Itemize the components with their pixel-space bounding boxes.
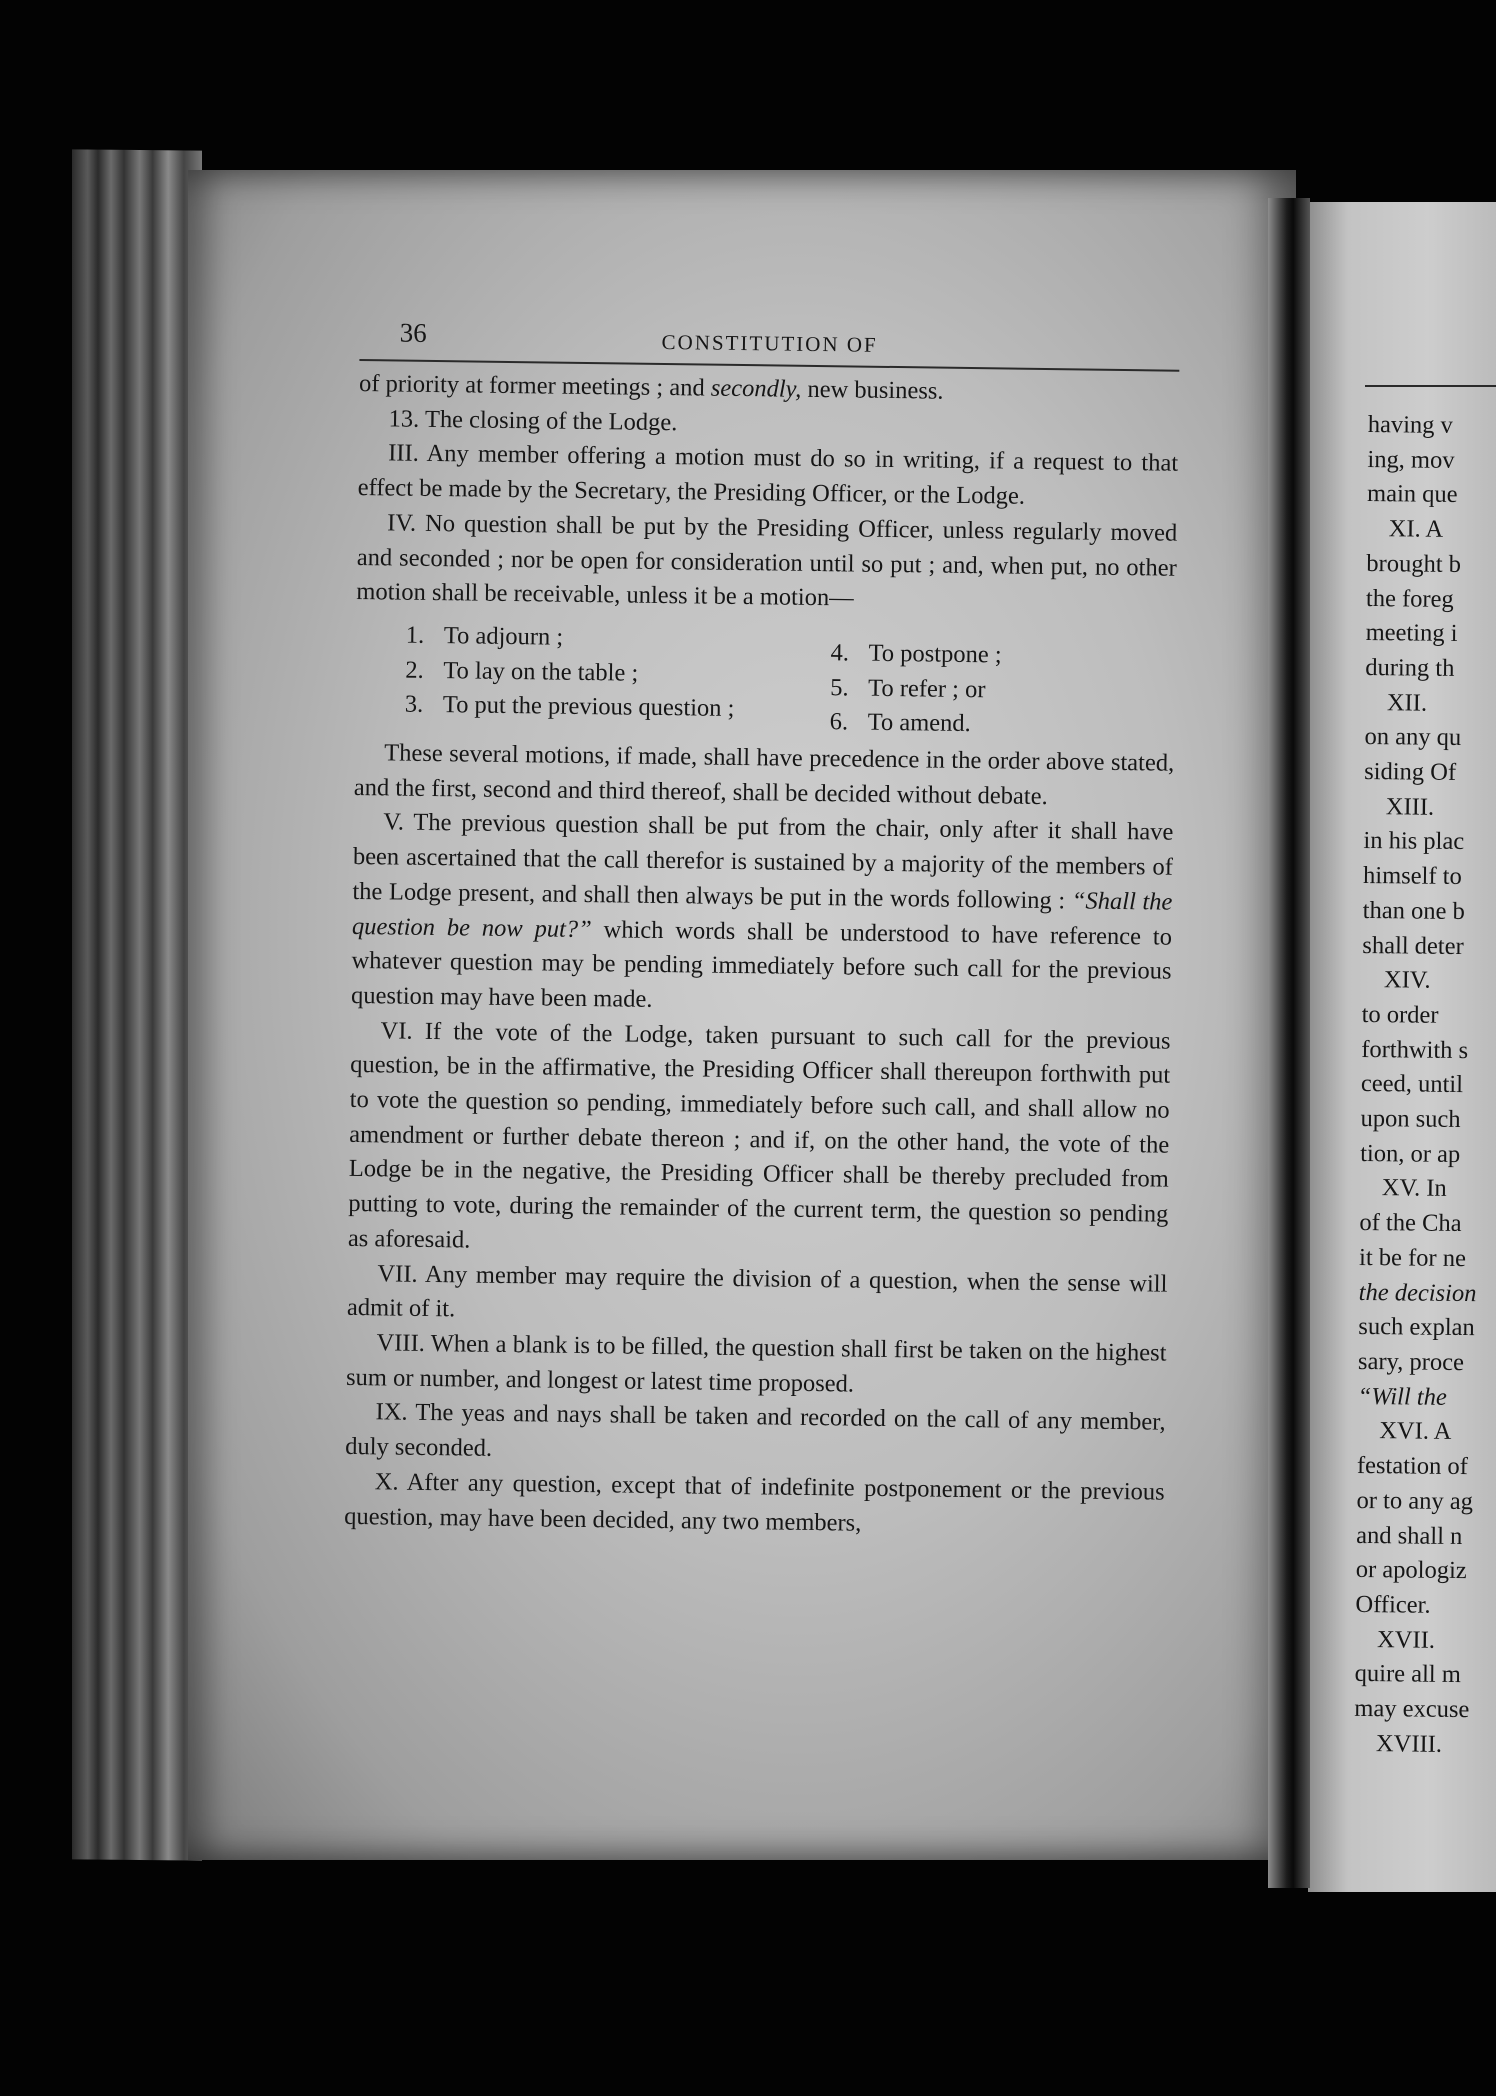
right-page-line: sary, proce [1357,1347,1465,1377]
right-page-line: XV. In [1381,1174,1447,1203]
list-item: 4. To postpone ; [830,639,1002,669]
right-page-line: of the Cha [1359,1209,1462,1238]
right-page-line: XVIII. [1375,1729,1443,1758]
right-page-line: it be for ne [1358,1243,1467,1272]
right-page-line: brought b [1366,549,1462,578]
list-item: 3. To put the previous question ; [404,690,735,723]
right-page-line: on any qu [1364,723,1462,752]
right-page-line: ceed, until [1360,1070,1464,1099]
right-page-line: than one b [1362,896,1465,925]
right-page-line: XII. [1386,688,1428,717]
right-page-line: XIII. [1385,792,1435,821]
paragraph: VI. If the vote of the Lodge, taken pursuant to such call for the previous question, be in the affirmative, the Presiding Officer shall thereupon forthwith put to vote the question so pending, immediately before such call, and shall allow no amendment or further debate thereon ; and if, on the other hand, the vote of the Lodge be in the negative, the Presiding Officer shall be thereby precluded from putting to vote, during the remainder of the current term, the question so pending as aforesaid. [347,1016,1171,1254]
paragraph: IV. No question shall be put by the Presiding Officer, unless regularly moved and seconded ; nor be open for consideration until so put ; and, when put, no other motion shall be receivable, unless it be a motion— [356,509,1178,612]
right-page-line: festation of [1356,1452,1468,1481]
right-page-line: shall deter [1362,931,1464,960]
right-page-line: or apologiz [1355,1556,1467,1585]
right-page-line: in his plac [1363,827,1465,856]
list-item: 6. To amend. [829,708,971,738]
paragraph: X. After any question, except that of indefinite postponement or the previous question, may have been decided, any two members, [344,1468,1165,1537]
right-page-line: XI. A [1388,515,1444,543]
page-number: 36 [399,317,427,348]
right-page-line: having v [1367,410,1454,439]
page-stack-edge [72,149,202,1860]
right-page-line: during th [1365,653,1455,682]
right-page-line: upon such [1360,1105,1461,1134]
right-page-line: to order [1361,1000,1439,1029]
right-page-line: may excuse [1354,1694,1470,1724]
paragraph: of priority at former meetings ; and secondly, new business. [358,369,944,405]
paragraph: III. Any member offering a motion must do so in writing, if a request to that effect be made by the Secretary, the Presiding Officer, or the Lodge. [357,439,1179,510]
right-page-line: and shall n [1356,1521,1463,1550]
right-page-line: siding Of [1364,758,1457,786]
right-page-line: ing, mov [1367,445,1455,474]
paragraph: IX. The yeas and nays shall be taken and recorded on the call of any member, duly seconded. [345,1398,1166,1462]
list-item: 5. To refer ; or [829,673,986,703]
right-page-line: XVI. A [1379,1417,1452,1446]
right-page-rule [1365,385,1496,387]
page-header [359,315,1180,372]
right-page-text [1354,408,1496,1763]
paragraph: VIII. When a blank is to be filled, the question shall first be taken on the highest sum or number, and longest or latest time proposed. [345,1329,1167,1398]
right-page-line: meeting i [1365,619,1458,648]
right-page-line: Officer. [1355,1590,1431,1619]
right-page-line: the foreg [1365,584,1454,613]
paragraph: 13. The closing of the Lodge. [388,405,678,436]
paragraph: VII. Any member may require the division of a question, when the sense will admit of it. [346,1259,1168,1323]
right-page-line: the decision [1358,1278,1477,1307]
right-page-line: XVII. [1376,1625,1436,1654]
right-page-line: main que [1366,480,1458,509]
left-page-text [344,315,1180,1545]
right-page-line: quire all m [1354,1660,1462,1689]
right-page-line: forthwith s [1361,1035,1469,1064]
right-page-line: “Will the [1357,1382,1447,1411]
right-page-line: such explan [1358,1313,1475,1342]
list-item: 1. To adjourn ; [405,621,564,651]
right-page-line: tion, or ap [1360,1139,1461,1168]
list-item: 2. To lay on the table ; [405,656,639,687]
running-head: CONSTITUTION OF [661,329,878,357]
book-gutter [1268,198,1310,1888]
right-page-line: XIV. [1383,966,1431,994]
motions-list [355,618,1176,745]
right-page-line: or to any ag [1356,1486,1474,1515]
right-page-line: himself to [1362,862,1462,891]
paragraph: These several motions, if made, shall have precedence in the order above stated, and the first, second and third thereof, shall be decided without debate. [353,739,1175,810]
paragraph: V. The previous question shall be put from the chair, only after it shall have been ascertained that the call therefor is sustained by a majority of the members of the Lodge present, and shall then always be put in the words following : “Shall the question be now put?” which words shall be understood to have reference to whatever question may be pending immediately before such call for the previous question may have been made. [350,808,1174,1013]
